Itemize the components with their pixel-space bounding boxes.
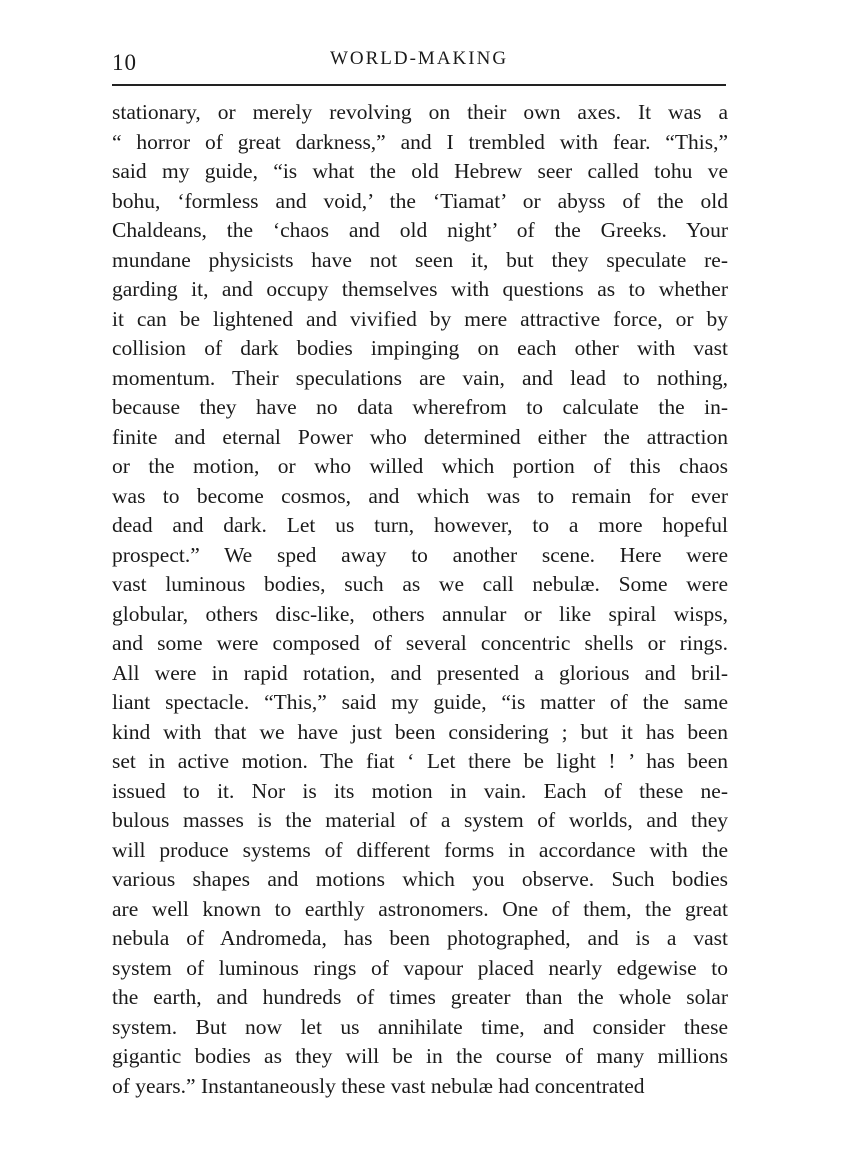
text-line: vast luminous bodies, such as we call nebulæ. Some were [112,572,728,596]
text-line: garding it, and occupy themselves with questions as to whether [112,277,728,301]
text-line: the earth, and hundreds of times greater than the whole solar [112,985,728,1009]
text-line: “ horror of great darkness,” and I trembled with fear. “This,” [112,129,728,154]
text-line: finite and eternal Power who determined either the attraction [112,424,728,449]
text-line: system of luminous rings of vapour placed nearly edgewise to [112,955,728,980]
text-line: system. But now let us annihilate time, and consider these [112,1014,728,1039]
text-line: nebula of Andromeda, has been photographed, and is a vast [112,926,728,950]
running-head [112,44,726,78]
text-line: will produce systems of different forms in accordance with the [112,837,728,862]
text-line: momentum. Their speculations are vain, and lead to nothing, [112,365,728,390]
text-line: it can be lightened and vivified by mere attractive force, or by [112,306,728,331]
text-line: said my guide, “is what the old Hebrew seer called tohu ve [112,159,728,183]
running-title: WORLD-MAKING [329,48,509,69]
text-line: globular, others disc-like, others annular or like spiral wisps, [112,601,728,626]
text-line: Chaldeans, the ‘chaos and old night’ of the Greeks. Your [112,218,728,242]
text-line: gigantic bodies as they will be in the course of many millions [112,1044,728,1068]
text-line: prospect.” We sped away to another scene. Here were [112,542,728,567]
text-line: All were in rapid rotation, and presented a glorious and bril- [112,660,728,685]
text-line: and some were composed of several concentric shells or rings. [112,631,728,655]
text-line: various shapes and motions which you observe. Such bodies [112,867,728,891]
text-line: issued to it. Nor is its motion in vain. Each of these ne- [112,778,728,803]
page-number: 10 [112,50,137,75]
body-text [112,98,728,1101]
text-line: bohu, ‘formless and void,’ the ‘Tiamat’ or abyss of the old [112,188,728,213]
text-line: set in active motion. The fiat ‘ Let there be light ! ’ has been [112,749,728,773]
header-rule [112,84,726,86]
text-line: or the motion, or who willed which portion of this chaos [112,454,728,478]
text-line: stationary, or merely revolving on their own axes. It was a [112,100,728,124]
text-line: because they have no data wherefrom to calculate the in- [112,395,728,419]
text-line: collision of dark bodies impinging on each other with vast [112,336,728,360]
text-line: are well known to earthly astronomers. One of them, the great [112,896,728,921]
text-line: bulous masses is the material of a system of worlds, and they [112,808,728,832]
text-line: mundane physicists have not seen it, but they speculate re- [112,247,728,272]
text-line: was to become cosmos, and which was to remain for ever [112,483,728,508]
text-line: dead and dark. Let us turn, however, to a more hopeful [112,513,728,537]
text-line: liant spectacle. “This,” said my guide, “is matter of the same [112,690,728,714]
text-line: of years.” Instantaneously these vast nebulæ had concentrated [112,1073,645,1098]
text-line: kind with that we have just been considering ; but it has been [112,719,728,744]
